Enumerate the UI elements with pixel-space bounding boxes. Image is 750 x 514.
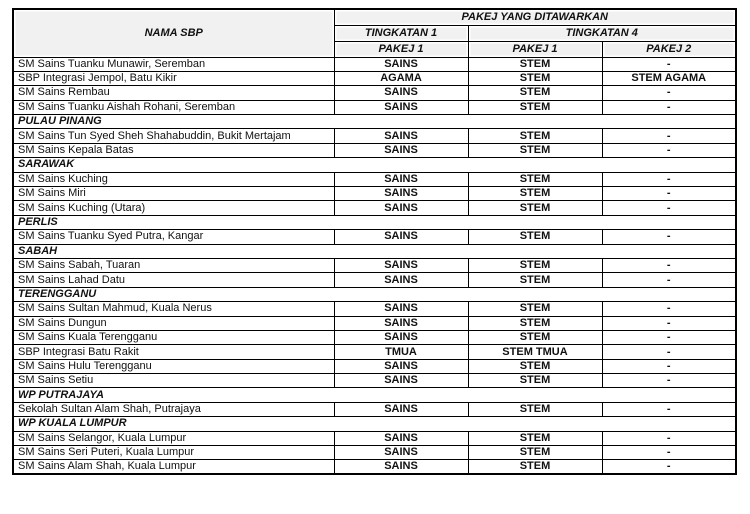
tingkatan4-pakej1-cell: STEM bbox=[468, 230, 602, 244]
school-name-cell: SM Sains Setiu bbox=[13, 374, 334, 388]
school-row bbox=[13, 316, 736, 330]
school-row bbox=[13, 129, 736, 143]
school-name-cell: SM Sains Tuanku Munawir, Seremban bbox=[13, 57, 334, 71]
school-name-cell: SM Sains Sabah, Tuaran bbox=[13, 258, 334, 272]
school-name-cell: SM Sains Dungun bbox=[13, 316, 334, 330]
school-row bbox=[13, 431, 736, 445]
column-header-t4-pakej-2: PAKEJ 2 bbox=[602, 41, 736, 57]
school-row bbox=[13, 230, 736, 244]
school-row bbox=[13, 446, 736, 460]
tingkatan1-pakej1-cell: SAINS bbox=[334, 273, 468, 287]
school-row bbox=[13, 143, 736, 157]
school-name-cell: SM Sains Sultan Mahmud, Kuala Nerus bbox=[13, 302, 334, 316]
tingkatan1-pakej1-cell: SAINS bbox=[334, 143, 468, 157]
school-name-cell: SM Sains Tun Syed Sheh Shahabuddin, Bukit Mertajam bbox=[13, 129, 334, 143]
column-header-t4-pakej-1: PAKEJ 1 bbox=[468, 41, 602, 57]
school-name-cell: SM Sains Kuching (Utara) bbox=[13, 201, 334, 215]
tingkatan4-pakej2-cell: - bbox=[602, 431, 736, 445]
tingkatan1-pakej1-cell: TMUA bbox=[334, 345, 468, 359]
school-name-cell: SM Sains Selangor, Kuala Lumpur bbox=[13, 431, 334, 445]
tingkatan4-pakej2-cell: - bbox=[602, 330, 736, 344]
tingkatan1-pakej1-cell: SAINS bbox=[334, 302, 468, 316]
document-page bbox=[12, 8, 735, 475]
school-name-cell: SM Sains Miri bbox=[13, 187, 334, 201]
tingkatan4-pakej2-cell: - bbox=[602, 57, 736, 71]
school-name-cell: Sekolah Sultan Alam Shah, Putrajaya bbox=[13, 402, 334, 416]
tingkatan4-pakej2-cell: - bbox=[602, 402, 736, 416]
tingkatan4-pakej2-cell: - bbox=[602, 374, 736, 388]
tingkatan4-pakej1-cell: STEM bbox=[468, 100, 602, 114]
section-label: PERLIS bbox=[13, 215, 736, 229]
tingkatan4-pakej2-cell: - bbox=[602, 316, 736, 330]
tingkatan4-pakej1-cell: STEM TMUA bbox=[468, 345, 602, 359]
tingkatan1-pakej1-cell: AGAMA bbox=[334, 71, 468, 85]
tingkatan4-pakej1-cell: STEM bbox=[468, 172, 602, 186]
tingkatan4-pakej1-cell: STEM bbox=[468, 402, 602, 416]
tingkatan1-pakej1-cell: SAINS bbox=[334, 129, 468, 143]
tingkatan4-pakej2-cell: - bbox=[602, 129, 736, 143]
school-name-cell: SBP Integrasi Batu Rakit bbox=[13, 345, 334, 359]
tingkatan4-pakej1-cell: STEM bbox=[468, 446, 602, 460]
section-row bbox=[13, 115, 736, 129]
school-name-cell: SBP Integrasi Jempol, Batu Kikir bbox=[13, 71, 334, 85]
section-row bbox=[13, 417, 736, 431]
tingkatan4-pakej1-cell: STEM bbox=[468, 129, 602, 143]
tingkatan1-pakej1-cell: SAINS bbox=[334, 431, 468, 445]
table-body bbox=[13, 57, 736, 474]
tingkatan1-pakej1-cell: SAINS bbox=[334, 402, 468, 416]
school-row bbox=[13, 359, 736, 373]
tingkatan4-pakej2-cell: - bbox=[602, 201, 736, 215]
school-row bbox=[13, 402, 736, 416]
sbp-packages-table bbox=[12, 8, 737, 475]
school-row bbox=[13, 201, 736, 215]
school-name-cell: SM Sains Kepala Batas bbox=[13, 143, 334, 157]
tingkatan4-pakej1-cell: STEM bbox=[468, 374, 602, 388]
school-row bbox=[13, 460, 736, 474]
section-row bbox=[13, 388, 736, 402]
tingkatan4-pakej1-cell: STEM bbox=[468, 460, 602, 474]
tingkatan4-pakej1-cell: STEM bbox=[468, 273, 602, 287]
school-name-cell: SM Sains Rembau bbox=[13, 86, 334, 100]
section-row bbox=[13, 158, 736, 172]
tingkatan1-pakej1-cell: SAINS bbox=[334, 100, 468, 114]
tingkatan4-pakej1-cell: STEM bbox=[468, 258, 602, 272]
tingkatan4-pakej2-cell: - bbox=[602, 258, 736, 272]
school-row bbox=[13, 374, 736, 388]
school-name-cell: SM Sains Kuala Terengganu bbox=[13, 330, 334, 344]
school-row bbox=[13, 302, 736, 316]
tingkatan4-pakej2-cell: - bbox=[602, 460, 736, 474]
school-name-cell: SM Sains Seri Puteri, Kuala Lumpur bbox=[13, 446, 334, 460]
tingkatan1-pakej1-cell: SAINS bbox=[334, 172, 468, 186]
tingkatan1-pakej1-cell: SAINS bbox=[334, 187, 468, 201]
section-label: WP PUTRAJAYA bbox=[13, 388, 736, 402]
section-label: TERENGGANU bbox=[13, 287, 736, 301]
tingkatan4-pakej1-cell: STEM bbox=[468, 431, 602, 445]
tingkatan4-pakej1-cell: STEM bbox=[468, 71, 602, 85]
section-row bbox=[13, 287, 736, 301]
school-row bbox=[13, 258, 736, 272]
school-name-cell: SM Sains Hulu Terengganu bbox=[13, 359, 334, 373]
section-row bbox=[13, 215, 736, 229]
table-header bbox=[13, 9, 736, 57]
tingkatan4-pakej2-cell: - bbox=[602, 273, 736, 287]
tingkatan1-pakej1-cell: SAINS bbox=[334, 460, 468, 474]
school-row bbox=[13, 57, 736, 71]
tingkatan1-pakej1-cell: SAINS bbox=[334, 258, 468, 272]
section-label: PULAU PINANG bbox=[13, 115, 736, 129]
tingkatan1-pakej1-cell: SAINS bbox=[334, 330, 468, 344]
tingkatan4-pakej1-cell: STEM bbox=[468, 316, 602, 330]
section-label: SABAH bbox=[13, 244, 736, 258]
column-header-nama-sbp: NAMA SBP bbox=[13, 9, 334, 57]
tingkatan1-pakej1-cell: SAINS bbox=[334, 316, 468, 330]
column-header-t1-pakej-1: PAKEJ 1 bbox=[334, 41, 468, 57]
tingkatan4-pakej1-cell: STEM bbox=[468, 330, 602, 344]
tingkatan4-pakej2-cell: - bbox=[602, 359, 736, 373]
tingkatan1-pakej1-cell: SAINS bbox=[334, 446, 468, 460]
tingkatan4-pakej2-cell: - bbox=[602, 230, 736, 244]
tingkatan4-pakej2-cell: - bbox=[602, 187, 736, 201]
school-name-cell: SM Sains Lahad Datu bbox=[13, 273, 334, 287]
tingkatan4-pakej1-cell: STEM bbox=[468, 187, 602, 201]
section-label: SARAWAK bbox=[13, 158, 736, 172]
tingkatan4-pakej2-cell: - bbox=[602, 100, 736, 114]
school-row bbox=[13, 71, 736, 85]
school-row bbox=[13, 330, 736, 344]
school-name-cell: SM Sains Kuching bbox=[13, 172, 334, 186]
tingkatan4-pakej1-cell: STEM bbox=[468, 359, 602, 373]
school-row bbox=[13, 100, 736, 114]
tingkatan4-pakej1-cell: STEM bbox=[468, 201, 602, 215]
tingkatan1-pakej1-cell: SAINS bbox=[334, 57, 468, 71]
school-row bbox=[13, 86, 736, 100]
section-row bbox=[13, 244, 736, 258]
column-header-tingkatan-4: TINGKATAN 4 bbox=[468, 25, 736, 41]
header-row-1 bbox=[13, 9, 736, 25]
column-header-tingkatan-1: TINGKATAN 1 bbox=[334, 25, 468, 41]
school-row bbox=[13, 345, 736, 359]
column-header-pakej-group: PAKEJ YANG DITAWARKAN bbox=[334, 9, 736, 25]
tingkatan4-pakej2-cell: - bbox=[602, 143, 736, 157]
school-name-cell: SM Sains Alam Shah, Kuala Lumpur bbox=[13, 460, 334, 474]
school-row bbox=[13, 273, 736, 287]
tingkatan1-pakej1-cell: SAINS bbox=[334, 230, 468, 244]
tingkatan1-pakej1-cell: SAINS bbox=[334, 374, 468, 388]
school-row bbox=[13, 187, 736, 201]
tingkatan4-pakej2-cell: - bbox=[602, 302, 736, 316]
tingkatan1-pakej1-cell: SAINS bbox=[334, 86, 468, 100]
tingkatan4-pakej1-cell: STEM bbox=[468, 143, 602, 157]
tingkatan1-pakej1-cell: SAINS bbox=[334, 359, 468, 373]
section-label: WP KUALA LUMPUR bbox=[13, 417, 736, 431]
tingkatan4-pakej2-cell: - bbox=[602, 86, 736, 100]
tingkatan1-pakej1-cell: SAINS bbox=[334, 201, 468, 215]
tingkatan4-pakej2-cell: - bbox=[602, 345, 736, 359]
school-name-cell: SM Sains Tuanku Aishah Rohani, Seremban bbox=[13, 100, 334, 114]
school-row bbox=[13, 172, 736, 186]
school-name-cell: SM Sains Tuanku Syed Putra, Kangar bbox=[13, 230, 334, 244]
tingkatan4-pakej1-cell: STEM bbox=[468, 57, 602, 71]
tingkatan4-pakej2-cell: STEM AGAMA bbox=[602, 71, 736, 85]
tingkatan4-pakej1-cell: STEM bbox=[468, 302, 602, 316]
tingkatan4-pakej2-cell: - bbox=[602, 172, 736, 186]
tingkatan4-pakej2-cell: - bbox=[602, 446, 736, 460]
tingkatan4-pakej1-cell: STEM bbox=[468, 86, 602, 100]
